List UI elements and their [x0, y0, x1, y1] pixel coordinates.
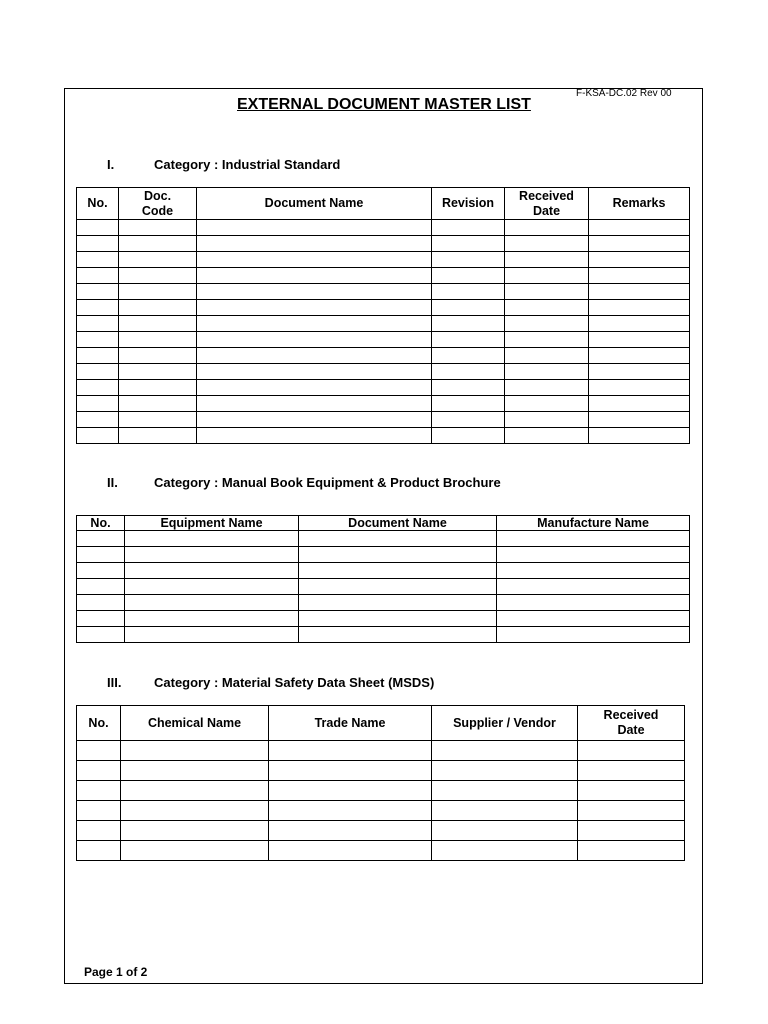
table-cell[interactable]	[505, 284, 589, 300]
table-header-row	[77, 188, 690, 220]
table-cell[interactable]	[299, 563, 497, 579]
table-row	[77, 348, 690, 364]
column-header: No.	[77, 516, 125, 531]
table-cell[interactable]	[77, 300, 119, 316]
table-cell[interactable]	[119, 396, 197, 412]
table-cell[interactable]	[197, 332, 432, 348]
table-cell[interactable]	[505, 348, 589, 364]
table-cell[interactable]	[77, 595, 125, 611]
table-cell[interactable]	[269, 801, 432, 821]
column-header: No.	[77, 188, 119, 220]
table-cell[interactable]	[77, 579, 125, 595]
column-header: Trade Name	[269, 706, 432, 741]
table-cell[interactable]	[505, 380, 589, 396]
table-cell[interactable]	[125, 611, 299, 627]
table-cell[interactable]	[77, 236, 119, 252]
table-cell[interactable]	[505, 236, 589, 252]
table-cell[interactable]	[125, 579, 299, 595]
table-cell[interactable]	[125, 595, 299, 611]
table-cell[interactable]	[77, 316, 119, 332]
table-cell[interactable]	[77, 220, 119, 236]
table-cell[interactable]	[197, 428, 432, 444]
table-cell[interactable]	[589, 380, 690, 396]
table-cell[interactable]	[432, 268, 505, 284]
table-cell[interactable]	[119, 252, 197, 268]
table-cell[interactable]	[589, 252, 690, 268]
table-cell[interactable]	[432, 380, 505, 396]
section-3-heading	[107, 675, 434, 690]
table-cell[interactable]	[121, 781, 269, 801]
table-cell[interactable]	[125, 531, 299, 547]
table-cell[interactable]	[432, 220, 505, 236]
table-cell[interactable]	[125, 563, 299, 579]
table-cell[interactable]	[589, 428, 690, 444]
table-cell[interactable]	[269, 821, 432, 841]
table-cell[interactable]	[578, 741, 685, 761]
table-row	[77, 595, 690, 611]
table-cell[interactable]	[119, 316, 197, 332]
table-cell[interactable]	[578, 821, 685, 841]
table-cell[interactable]	[119, 236, 197, 252]
table-row	[77, 284, 690, 300]
msds-table	[76, 705, 685, 861]
table-cell[interactable]	[505, 428, 589, 444]
table-cell[interactable]	[197, 412, 432, 428]
table-cell[interactable]	[77, 741, 121, 761]
table-cell[interactable]	[77, 801, 121, 821]
table-cell[interactable]	[269, 841, 432, 861]
column-header: Manufacture Name	[497, 516, 690, 531]
table-cell[interactable]	[197, 220, 432, 236]
table-cell[interactable]	[497, 579, 690, 595]
table-header-row	[77, 516, 690, 531]
table-cell[interactable]	[77, 781, 121, 801]
table-header-row	[77, 706, 685, 741]
table-row	[77, 547, 690, 563]
table-cell[interactable]	[505, 316, 589, 332]
table-cell[interactable]	[77, 364, 119, 380]
table-cell[interactable]	[589, 316, 690, 332]
table-cell[interactable]	[432, 801, 578, 821]
table-cell[interactable]	[505, 268, 589, 284]
table-cell[interactable]	[505, 252, 589, 268]
table-cell[interactable]	[497, 531, 690, 547]
table-cell[interactable]	[589, 284, 690, 300]
table-row	[77, 531, 690, 547]
table-row	[77, 412, 690, 428]
table-cell[interactable]	[121, 821, 269, 841]
table-cell[interactable]	[299, 611, 497, 627]
table-cell[interactable]	[197, 236, 432, 252]
table-cell[interactable]	[119, 300, 197, 316]
column-header: Document Name	[299, 516, 497, 531]
table-cell[interactable]	[197, 316, 432, 332]
table-cell[interactable]	[299, 547, 497, 563]
table-cell[interactable]	[578, 761, 685, 781]
table-cell[interactable]	[269, 781, 432, 801]
table-cell[interactable]	[77, 252, 119, 268]
table-row	[77, 821, 685, 841]
table-row	[77, 801, 685, 821]
table-cell[interactable]	[121, 801, 269, 821]
table-cell[interactable]	[432, 284, 505, 300]
table-cell[interactable]	[589, 364, 690, 380]
document-title: EXTERNAL DOCUMENT MASTER LIST	[237, 96, 531, 113]
table-cell[interactable]	[299, 595, 497, 611]
table-cell[interactable]	[77, 611, 125, 627]
section-2-number: II.	[107, 475, 118, 490]
table-cell[interactable]	[505, 364, 589, 380]
table-cell[interactable]	[77, 268, 119, 284]
table-cell[interactable]	[432, 396, 505, 412]
table-cell[interactable]	[77, 412, 119, 428]
section-1-title: Category : Industrial Standard	[154, 157, 341, 172]
table-cell[interactable]	[77, 841, 121, 861]
table-cell[interactable]	[77, 348, 119, 364]
table-row	[77, 236, 690, 252]
table-cell[interactable]	[505, 412, 589, 428]
table-cell[interactable]	[121, 761, 269, 781]
table-row	[77, 563, 690, 579]
table-cell[interactable]	[432, 412, 505, 428]
section-2-title: Category : Manual Book Equipment & Product Brochure	[154, 475, 501, 490]
table-row	[77, 332, 690, 348]
table-cell[interactable]	[432, 428, 505, 444]
table-cell[interactable]	[299, 531, 497, 547]
table-cell[interactable]	[119, 348, 197, 364]
table-cell[interactable]	[432, 841, 578, 861]
table-cell[interactable]	[125, 547, 299, 563]
table-row	[77, 316, 690, 332]
table-cell[interactable]	[197, 300, 432, 316]
table-cell[interactable]	[119, 220, 197, 236]
table-cell[interactable]	[505, 300, 589, 316]
table-row	[77, 611, 690, 627]
manual-book-table	[76, 515, 690, 643]
table-cell[interactable]	[119, 332, 197, 348]
industrial-standard-table	[76, 187, 690, 444]
table-cell[interactable]	[589, 268, 690, 284]
table-cell[interactable]	[432, 781, 578, 801]
table-cell[interactable]	[299, 627, 497, 643]
table-row	[77, 364, 690, 380]
table-cell[interactable]	[197, 252, 432, 268]
table-cell[interactable]	[497, 627, 690, 643]
table-cell[interactable]	[432, 332, 505, 348]
table-row	[77, 220, 690, 236]
table-cell[interactable]	[77, 332, 119, 348]
table-cell[interactable]	[497, 595, 690, 611]
table-cell[interactable]	[497, 547, 690, 563]
section-3-number: III.	[107, 675, 122, 690]
table-cell[interactable]	[589, 300, 690, 316]
column-header: No.	[77, 706, 121, 741]
column-header: Remarks	[589, 188, 690, 220]
table-row	[77, 579, 690, 595]
column-header: Document Name	[197, 188, 432, 220]
table-cell[interactable]	[121, 741, 269, 761]
table-cell[interactable]	[432, 348, 505, 364]
table-cell[interactable]	[589, 220, 690, 236]
table-row	[77, 300, 690, 316]
table-cell[interactable]	[197, 348, 432, 364]
table-cell[interactable]	[269, 741, 432, 761]
table-cell[interactable]	[121, 841, 269, 861]
table-cell[interactable]	[505, 396, 589, 412]
table-cell[interactable]	[432, 364, 505, 380]
table-cell[interactable]	[77, 284, 119, 300]
table-row	[77, 380, 690, 396]
table-row	[77, 841, 685, 861]
section-1-number: I.	[107, 157, 115, 172]
table-cell[interactable]	[589, 236, 690, 252]
table-row	[77, 396, 690, 412]
table-cell[interactable]	[77, 380, 119, 396]
section-1-heading	[107, 157, 340, 172]
table-cell[interactable]	[589, 396, 690, 412]
table-cell[interactable]	[432, 316, 505, 332]
table-cell[interactable]	[77, 428, 119, 444]
column-header: Doc. Code	[119, 188, 197, 220]
table-cell[interactable]	[432, 821, 578, 841]
table-cell[interactable]	[125, 627, 299, 643]
table-cell[interactable]	[589, 332, 690, 348]
table-row	[77, 741, 685, 761]
table-row	[77, 761, 685, 781]
table-cell[interactable]	[432, 300, 505, 316]
table-cell[interactable]	[197, 396, 432, 412]
column-header: Received Date	[578, 706, 685, 741]
section-2-heading	[107, 475, 501, 490]
column-header: Revision	[432, 188, 505, 220]
table-cell[interactable]	[505, 332, 589, 348]
column-header: Chemical Name	[121, 706, 269, 741]
table-cell[interactable]	[589, 412, 690, 428]
table-cell[interactable]	[432, 236, 505, 252]
table-cell[interactable]	[505, 220, 589, 236]
table-cell[interactable]	[197, 364, 432, 380]
table-cell[interactable]	[77, 761, 121, 781]
column-header: Received Date	[505, 188, 589, 220]
table-row	[77, 627, 690, 643]
table-cell[interactable]	[578, 801, 685, 821]
page-number: Page 1 of 2	[84, 965, 148, 979]
table-row	[77, 268, 690, 284]
table-cell[interactable]	[269, 761, 432, 781]
table-cell[interactable]	[119, 412, 197, 428]
table-cell[interactable]	[119, 380, 197, 396]
table-cell[interactable]	[119, 364, 197, 380]
column-header: Equipment Name	[125, 516, 299, 531]
table-cell[interactable]	[497, 611, 690, 627]
table-cell[interactable]	[578, 781, 685, 801]
table-cell[interactable]	[77, 547, 125, 563]
table-cell[interactable]	[589, 348, 690, 364]
table-cell[interactable]	[197, 268, 432, 284]
table-cell[interactable]	[432, 761, 578, 781]
table-cell[interactable]	[77, 396, 119, 412]
table-cell[interactable]	[119, 284, 197, 300]
table-row	[77, 428, 690, 444]
table-cell[interactable]	[77, 531, 125, 547]
table-cell[interactable]	[77, 627, 125, 643]
table-cell[interactable]	[578, 841, 685, 861]
table-cell[interactable]	[197, 284, 432, 300]
table-cell[interactable]	[432, 252, 505, 268]
table-cell[interactable]	[77, 563, 125, 579]
table-cell[interactable]	[119, 268, 197, 284]
column-header: Supplier / Vendor	[432, 706, 578, 741]
table-cell[interactable]	[299, 579, 497, 595]
table-cell[interactable]	[119, 428, 197, 444]
section-3-title: Category : Material Safety Data Sheet (MSDS)	[154, 675, 435, 690]
table-row	[77, 781, 685, 801]
table-cell[interactable]	[432, 741, 578, 761]
table-row	[77, 252, 690, 268]
table-cell[interactable]	[197, 380, 432, 396]
table-cell[interactable]	[497, 563, 690, 579]
table-cell[interactable]	[77, 821, 121, 841]
form-code: F-KSA-DC.02 Rev 00	[576, 88, 672, 99]
